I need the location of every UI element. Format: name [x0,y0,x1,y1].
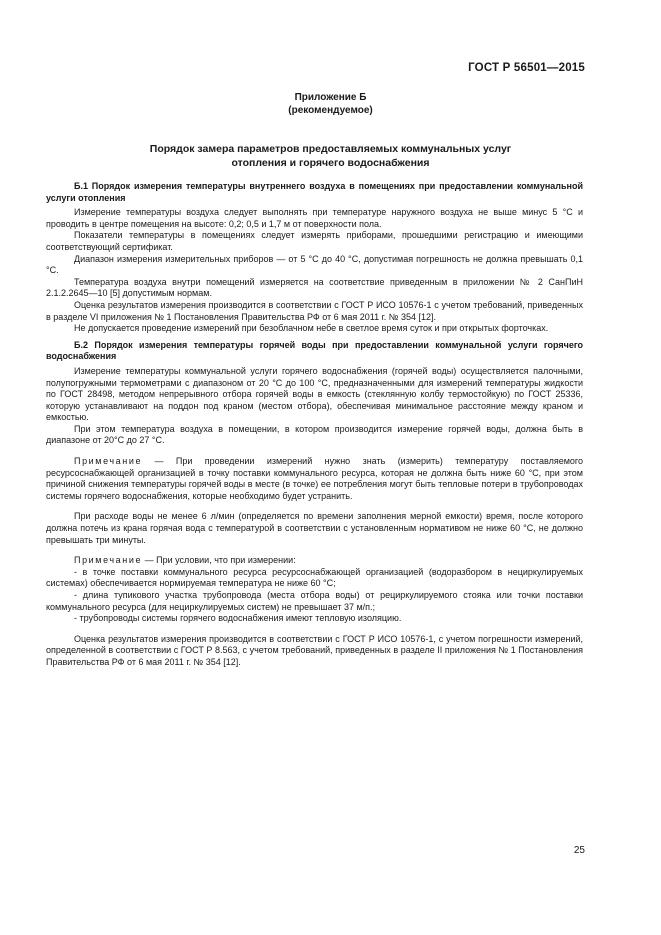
note-label: Примечание [74,456,143,467]
paragraph: Измерение температуры коммунальной услуги горячего водоснабжения (горячей воды) осуществляется палочными, полупогружными термометрами с диапазоном от 20 °С до 100 °С, предназначенными для измерений температуры жидкости по ГОСТ 28498, методом непрерывного отбора горячей воды в емкость (стеклянную колбу термостойкую) по ГОСТ 25336, которую устанавливают на поддон под краном (местом отбора), обеспечивая минимальное расстояние между краном и емкостью. [46,365,583,423]
paragraph: Измерение температуры воздуха следует выполнять при температуре наружного воздуха не выше минус 5 °С и проводить в центре помещения на высоте: 0,2; 0,5 и 1,7 м от поверхности пола. [46,207,583,229]
standard-number: ГОСТ Р 56501—2015 [468,62,585,74]
list-item: - в точке поставки коммунального ресурса ресурсоснабжающей организацией (водоразбором в нециркулируемых системах) обеспечивается нормируемая температура не ниже 60 °С; [46,566,583,589]
note-text: — При проведении измерений нужно знать (измерить) температуру поставляемого ресурсоснабжающей организацией в точку поставки коммунального ресурса, которая не должна быть ниже 60 °С, при этом причиной снижения температуры горячей воды в месте (в точке) ее потребления могут быть тепловые потери в трубопроводах системы горячего водоснабжения, которые необходимо будет устранить. [46,456,583,501]
section-title: Б.1 Порядок измерения температуры внутреннего воздуха в помещениях при предоставлении коммунальной услуги отопления [46,181,583,203]
annex-header [0,91,661,117]
paragraph: Диапазон измерения измерительных приборов — от 5 °С до 40 °С, допустимая погрешность не должна превышать 0,1 °С. [46,253,583,276]
paragraph: Оценка результатов измерения производится в соответствии с ГОСТ Р ИСО 10576-1 с учетом требований, приведенных в разделе VI приложения № 1 Постановления Правительства РФ от 6 мая 2011 г. № 354 [12]. [46,299,583,322]
note-text: — При условии, что при измерении: [142,555,296,566]
heading-line-1: Порядок замера параметров предоставляемых коммунальных услуг [149,143,512,155]
annex-status: (рекомендуемое) [288,105,373,116]
list-item: - длина тупикового участка трубопровода (места отбора воды) от рециркулируемого стояка или точки поставки коммунального ресурса (для нециркулируемых систем) не превышает 37 м/п.; [46,590,583,612]
document-body [46,181,583,669]
heading-line-2: отопления и горячего водоснабжения [231,157,430,169]
note-label: Примечание [74,555,143,566]
list-item: - трубопроводы системы горячего водоснабжения имеют тепловую изоляцию. [74,613,402,624]
paragraph: Показатели температуры в помещениях следует измерять приборами, прошедшими регистрацию и имеющими соответствующий сертификат. [46,230,583,252]
note [46,555,583,567]
section-title: Б.2 Порядок измерения температуры горячей воды при предоставлении коммунальной услуги горячего водоснабжения [46,339,583,362]
paragraph: Оценка результатов измерения производится в соответствии с ГОСТ Р ИСО 10576-1, с учетом погрешности измерений, определенной в соответствии с ГОСТ Р 8.563, с учетом требований, приведенных в разделе II приложения № 1 Постановления Правительства РФ от 6 мая 2011 г. № 354 [12]. [46,633,583,667]
paragraph: Температура воздуха внутри помещений измеряется на соответствие приведенным в приложении № 2 СанПиН 2.1.2.2645—10 [5] допустимым нормам. [46,276,583,299]
paragraph: При этом температура воздуха в помещении, в котором производится измерение горячей воды, должна быть в диапазоне от 20°С до 27 °С. [46,423,583,446]
paragraph: При расходе воды не менее 6 л/мин (определяется по времени заполнения мерной емкости) время, после которого должна потечь из крана горячая вода с температурой в соответствии с установленным нормативом не ниже 60 °С, не должно превышать три минуты. [46,511,583,545]
page-number: 25 [573,845,585,856]
annex-heading [0,142,661,170]
paragraph: Не допускается проведение измерений при безоблачном небе в светлое время суток и при открытых форточках. [74,323,549,334]
note [46,456,583,502]
annex-title: Приложение Б [294,92,367,103]
